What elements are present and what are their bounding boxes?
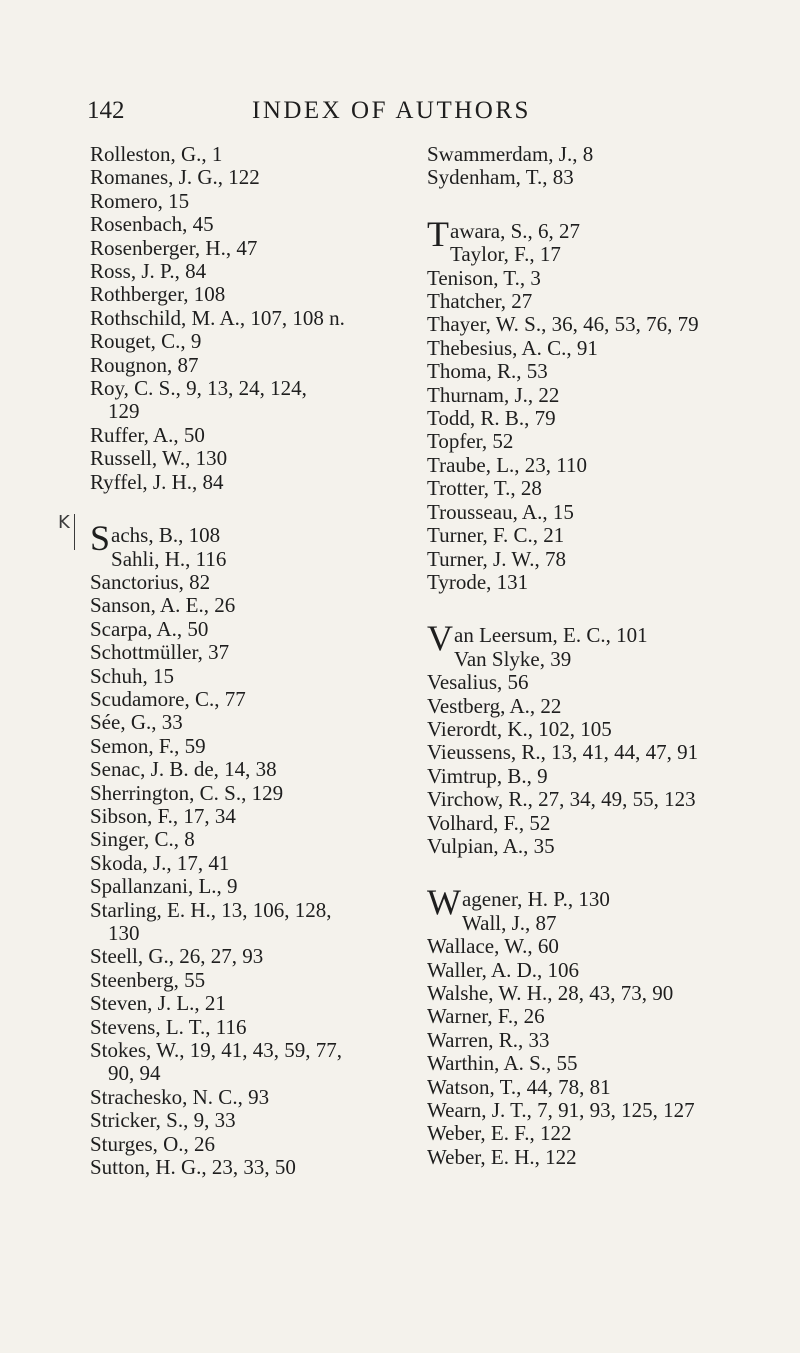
index-entry: Rolleston, G., 1: [90, 142, 223, 166]
group-s: [427, 143, 767, 190]
index-entry: Stricker, S., 9, 33: [90, 1108, 236, 1133]
index-entry: Virchow, R., 27, 34, 49, 55, 123: [427, 787, 696, 812]
index-entry: Skoda, J., 17, 41: [90, 850, 230, 875]
margin-annotation-bar: [74, 514, 75, 550]
index-entry: Warren, R., 33: [427, 1027, 550, 1052]
index-entry: Ryffel, J. H., 84: [90, 469, 224, 494]
index-entry: Wallace, W., 60: [427, 934, 559, 959]
index-entry: Warner, F., 26: [427, 1004, 545, 1029]
index-entry: Sherrington, C. S., 129: [90, 780, 284, 805]
index-entry: Thurnam, J., 22: [427, 382, 560, 407]
index-entry: Topfer, 52: [427, 429, 514, 454]
index-entry: Wall, J., 87: [461, 910, 557, 935]
index-entry: Sibson, F., 17, 34: [90, 803, 236, 828]
index-entry: Ruffer, A., 50: [90, 422, 205, 447]
index-entry: Turner, F. C., 21: [427, 523, 565, 548]
index-entry: Rothschild, M. A., 107, 108 n.: [90, 305, 345, 330]
index-entry: Rothberger, 108: [90, 282, 226, 307]
index-entry: Roy, C. S., 9, 13, 24, 124, 129: [90, 376, 307, 424]
index-entry: Waller, A. D., 106: [427, 957, 580, 982]
margin-annotation: [58, 514, 75, 550]
index-entry: Sée, G., 33: [90, 710, 183, 735]
index-entry: Sydenham, T., 83: [427, 165, 574, 190]
index-entry: Trousseau, A., 15: [427, 499, 574, 524]
section-gap: [90, 494, 412, 524]
index-entry: Sturges, O., 26: [90, 1131, 216, 1156]
drop-initial-s: S: [90, 518, 111, 559]
index-entry: Vestberg, A., 22: [427, 693, 562, 718]
index-entry: Watson, T., 44, 78, 81: [427, 1074, 611, 1099]
index-entry: Scudamore, C., 77: [90, 686, 246, 711]
index-entry: Tenison, T., 3: [427, 265, 541, 290]
index-entry: Trotter, T., 28: [427, 476, 542, 501]
index-entry: Thatcher, 27: [427, 289, 533, 314]
index-entry: Rougnon, 87: [90, 352, 199, 377]
index-entry: Thayer, W. S., 36, 46, 53, 76, 79: [427, 312, 699, 337]
left-column: [90, 143, 412, 1179]
section-gap: [427, 594, 767, 624]
index-entry: Rosenberger, H., 47: [90, 235, 258, 260]
index-entry: Van Slyke, 39: [454, 646, 572, 671]
page-title: INDEX OF AUTHORS: [252, 97, 531, 124]
index-entry: Steven, J. L., 21: [90, 991, 226, 1016]
group-r: [90, 143, 412, 377]
index-entry: Ross, J. P., 84: [90, 259, 207, 284]
group-s2: [90, 945, 412, 1039]
index-entry: Sanson, A. E., 26: [90, 593, 236, 618]
index-entry: Volhard, F., 52: [427, 810, 551, 835]
index-entry: Stevens, L. T., 116: [90, 1014, 247, 1039]
margin-annotation-letter: K: [58, 512, 70, 533]
index-entry: Singer, C., 8: [90, 827, 195, 852]
section-gap: [427, 858, 767, 888]
index-entry: Vulpian, A., 35: [427, 833, 555, 858]
index-entry: Steenberg, 55: [90, 967, 206, 992]
index-entry: Starling, E. H., 13, 106, 128, 130: [90, 897, 332, 945]
index-entry: Tawara, S., 6, 27: [427, 213, 581, 254]
index-entry: Warthin, A. S., 55: [427, 1051, 578, 1076]
index-entry: Sanctorius, 82: [90, 569, 211, 594]
group-w: [427, 912, 767, 1169]
group-t: [427, 243, 767, 594]
index-entry: Weber, E. H., 122: [427, 1144, 577, 1169]
index-entry: Taylor, F., 17: [450, 242, 561, 267]
index-entry: Traube, L., 23, 110: [427, 452, 588, 477]
index-entry: Van Leersum, E. C., 101: [427, 618, 648, 659]
group-v: [427, 648, 767, 859]
drop-initial-w: W: [427, 882, 461, 923]
index-entry: Vierordt, K., 102, 105: [427, 716, 612, 741]
index-entry: Russell, W., 130: [90, 446, 228, 471]
index-entry: Senac, J. B. de, 14, 38: [90, 757, 277, 782]
index-entry: Todd, R. B., 79: [427, 406, 556, 431]
group-r2: [90, 424, 412, 494]
index-entry: Weber, E. F., 122: [427, 1121, 572, 1146]
index-entry: Wagener, H. P., 130: [427, 882, 610, 923]
index-entry: Thebesius, A. C., 91: [427, 335, 598, 360]
index-entry: Strachesko, N. C., 93: [90, 1084, 270, 1109]
page-number: 142: [87, 97, 125, 124]
index-entry: Wearn, J. T., 7, 91, 93, 125, 127: [427, 1098, 695, 1123]
section-gap: [427, 190, 767, 220]
index-entry: Schuh, 15: [90, 663, 174, 688]
index-entry: Swammerdam, J., 8: [427, 142, 594, 166]
index-entry: Walshe, W. H., 28, 43, 73, 90: [427, 981, 674, 1005]
index-entry: Romero, 15: [90, 188, 190, 213]
index-entry: Tyrode, 131: [427, 569, 529, 594]
index-entry: Vieussens, R., 13, 41, 44, 47, 91: [427, 740, 699, 765]
index-entry: Spallanzani, L., 9: [90, 874, 238, 899]
index-entry: Vimtrup, B., 9: [427, 763, 548, 788]
index-entry: Sutton, H. G., 23, 33, 50: [90, 1155, 296, 1180]
index-entry: Turner, J. W., 78: [427, 546, 566, 571]
index-entry: Rosenbach, 45: [90, 212, 214, 237]
index-entry: Sachs, B., 108: [90, 518, 221, 559]
index-entry: Semon, F., 59: [90, 733, 206, 758]
right-column: [427, 143, 767, 1169]
drop-initial-t: T: [427, 213, 449, 254]
index-entry: Romanes, J. G., 122: [90, 165, 260, 190]
index-entry: Steell, G., 26, 27, 93: [90, 944, 264, 969]
index-entry: Stokes, W., 19, 41, 43, 59, 77, 90, 94: [90, 1038, 343, 1086]
running-header: [87, 94, 747, 128]
index-entry: Thoma, R., 53: [427, 359, 548, 384]
index-entry: Rouget, C., 9: [90, 329, 202, 354]
group-s3: [90, 1086, 412, 1180]
index-entry: Sahli, H., 116: [111, 546, 227, 571]
drop-initial-v: V: [427, 618, 453, 659]
group-s1: [90, 548, 412, 899]
index-entry: Scarpa, A., 50: [90, 616, 209, 641]
index-entry: Vesalius, 56: [427, 670, 529, 695]
index-entry: Schottmüller, 37: [90, 640, 230, 665]
